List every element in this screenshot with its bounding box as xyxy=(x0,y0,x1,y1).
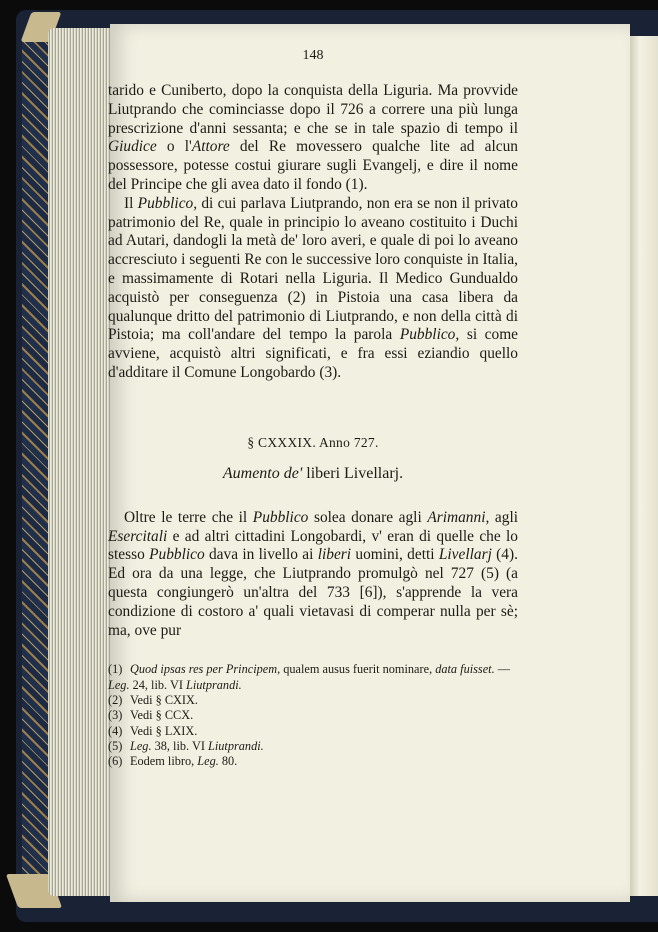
italic-text: Livellarj xyxy=(438,546,492,564)
paragraph-2 xyxy=(108,195,518,383)
footnote-number: (5) xyxy=(108,738,123,753)
footnote-number: (3) xyxy=(108,708,123,723)
section-subtitle xyxy=(108,465,518,483)
italic-text: Quod ipsas res per Principem xyxy=(130,662,278,677)
italic-text: Pubblico, xyxy=(399,326,460,344)
footnote xyxy=(108,724,518,739)
facing-page-edge xyxy=(628,36,658,896)
footnote-number: (1) xyxy=(108,662,123,677)
text-run: 80. xyxy=(218,754,238,769)
italic-text: Leg. xyxy=(197,754,219,769)
text-run: Vedi § CCX. xyxy=(130,708,194,723)
italic-text: Arimanni, xyxy=(427,508,490,526)
text-run: Il xyxy=(124,194,138,212)
footnote xyxy=(108,693,518,708)
paragraph-3 xyxy=(108,509,518,641)
page-text xyxy=(108,48,518,769)
text-run: uomini, detti xyxy=(351,546,439,564)
italic-text: Pubblico xyxy=(149,546,205,564)
footnote xyxy=(108,739,518,754)
section-heading: § CXXXIX. Anno 727. xyxy=(247,434,379,450)
text-run: si come avviene, acquistò altri significati, e fra essi eziandio quello d'additare il Comune Longobardo (3). xyxy=(108,326,519,381)
italic-text: Leg. xyxy=(130,738,152,753)
text-run: Vedi § CXIX. xyxy=(130,692,198,707)
text-run: del Re movessero qualche lite ad alcun possessore, potesse costui giurare sugli Evangelj, e dire il nome del Principe che gli avea dato il fondo (1). xyxy=(108,138,518,193)
text-run: tarido e Cuniberto, dopo la conquista della Liguria. Ma provvide Liutprando che cominciasse dopo il 726 a correre una più lunga prescrizione d'anni sessanta; e che se in tale spazio di tempo il xyxy=(108,82,518,137)
paragraph-1 xyxy=(108,82,518,195)
footnote-number: (4) xyxy=(108,723,123,738)
italic-text: data fuisset. xyxy=(435,662,495,677)
footnote-number: (2) xyxy=(108,692,123,707)
text-run: solea donare agli xyxy=(308,508,428,526)
text-run: , qualem ausus fuerit nominare, xyxy=(277,662,436,677)
italic-text: Leg. xyxy=(108,677,130,692)
footnote xyxy=(108,754,518,769)
italic-text: Pubblico, xyxy=(137,194,198,212)
text-run: dava in livello ai xyxy=(204,546,318,564)
text-run: agli xyxy=(489,508,518,526)
text-run: (4). Ed ora da una legge, che Liutprando promulgò nel 727 (5) (a questa congiungerò un'altra del 733 [6]), s'apprende la vera condizione di costoro a' quali vietavasi di comperar nulla per sè; ma, ove pur xyxy=(108,546,518,639)
footnote xyxy=(108,708,518,723)
italic-text: liberi xyxy=(317,546,352,564)
text-run: — xyxy=(494,662,511,677)
italic-text: Liutprandi. xyxy=(186,677,242,692)
italic-text: Esercitali xyxy=(108,527,168,545)
italic-text: Giudice xyxy=(108,138,157,156)
page-number: 148 xyxy=(302,48,324,63)
italic-text: Liutprandi. xyxy=(208,738,264,753)
footnote-number: (6) xyxy=(108,754,123,769)
text-run: o l' xyxy=(156,138,192,156)
text-run: 24, lib. VI xyxy=(129,677,187,692)
italic-text: Pubblico xyxy=(252,508,309,526)
text-run: e ad altri cittadini Longobardi, v' eran di quelle che lo stesso xyxy=(108,527,518,564)
text-run: di cui parlava Liutprando, non era se non il privato patrimonio del Re, quale in principio lo aveano costituito i Duchi ad Autari, dandogli la metà de' loro averi, e quale di poi lo aveano accresciuto i seguenti Re con le successive loro conquiste in Italia, e massimamente di Rotari nella Liguria. Il Medico Gundualdo acquistò per conseguenza (2) in Pistoia una casa libera da qualunque dritto del patrimonio di Liutprando, e non della città di Pistoia; ma coll'andare del tempo la parola xyxy=(108,194,518,344)
italic-text: Attore xyxy=(191,138,230,156)
marbled-cover-edge xyxy=(22,38,48,888)
footnotes xyxy=(108,662,518,769)
text-run: Eodem libro, xyxy=(130,754,198,769)
text-run: 38, lib. VI xyxy=(151,738,209,753)
text-run: Vedi § LXIX. xyxy=(130,723,198,738)
section-subtitle-rest: liberi Livellarj. xyxy=(302,464,404,482)
footnote xyxy=(108,662,518,693)
section-subtitle-italic: Aumento de' xyxy=(222,464,303,482)
text-run: Oltre le terre che il xyxy=(124,508,253,526)
